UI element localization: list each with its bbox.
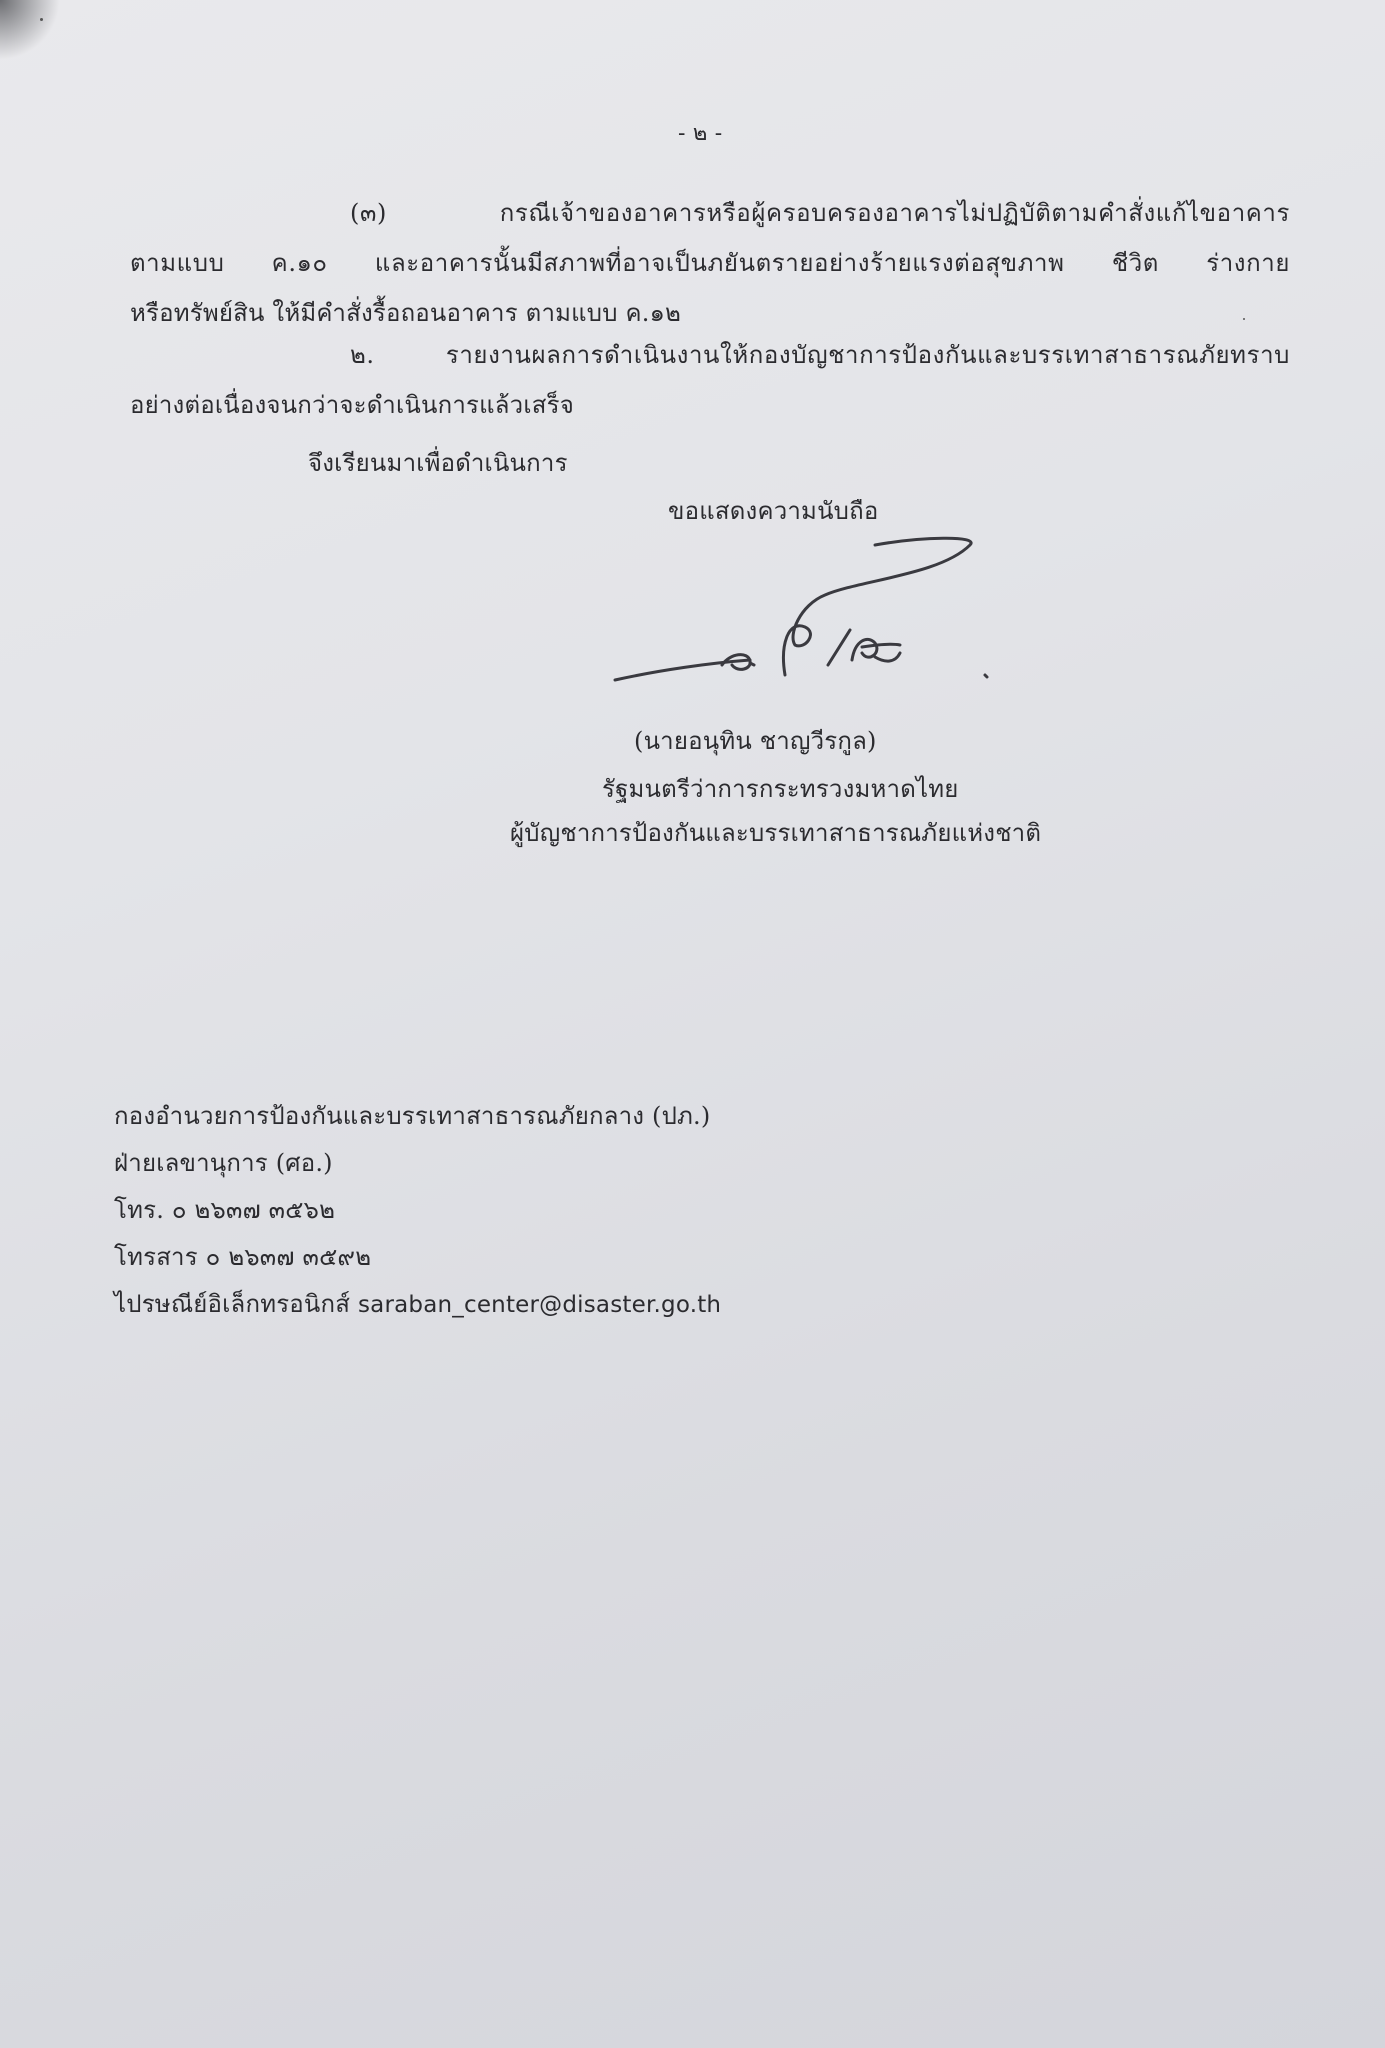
signatory-position-2: ผู้บัญชาการป้องกันและบรรเทาสาธารณภัยแห่งชาติ	[510, 819, 1042, 847]
page-corner-shadow	[0, 0, 60, 60]
paragraph-2-line-2: อย่างต่อเนื่องจนกว่าจะดำเนินการแล้วเสร็จ	[130, 391, 574, 419]
paper-speck	[40, 18, 43, 21]
paper-speck	[1243, 318, 1245, 320]
contact-fax: โทรสาร ๐ ๒๖๓๗ ๓๕๙๒	[114, 1243, 372, 1271]
contact-division: ฝ่ายเลขานุการ (ศอ.)	[114, 1149, 333, 1177]
contact-email-address: saraban_center@disaster.go.th	[357, 1292, 722, 1318]
paragraph-3-line-2: ตามแบบ ค.๑๐ และอาคารนั้นมีสภาพที่อาจเป็นภยันตรายอย่างร้ายแรงต่อสุขภาพ ชีวิต ร่างกาย	[130, 249, 1290, 277]
contact-department: กองอำนวยการป้องกันและบรรเทาสาธารณภัยกลาง (ปภ.)	[114, 1102, 711, 1130]
contact-email-label: ไปรษณีย์อิเล็กทรอนิกส์	[114, 1290, 351, 1318]
paragraph-3-line-3: หรือทรัพย์สิน ให้มีคำสั่งรื้อถอนอาคาร ตามแบบ ค.๑๒	[130, 299, 682, 327]
regards-text: ขอแสดงความนับถือ	[668, 497, 879, 525]
signatory-name: (นายอนุทิน ชาญวีรกูล)	[634, 727, 877, 755]
contact-email-line	[114, 1289, 721, 1320]
signatory-position-1: รัฐมนตรีว่าการกระทรวงมหาดไทย	[602, 775, 959, 803]
contact-phone: โทร. ๐ ๒๖๓๗ ๓๕๖๒	[114, 1196, 336, 1224]
page-number: - ๒ -	[678, 121, 723, 146]
paragraph-3-line-1: (๓) กรณีเจ้าของอาคารหรือผู้ครอบครองอาคารไม่ปฏิบัติตามคำสั่งแก้ไขอาคาร	[350, 199, 1290, 227]
closing-text: จึงเรียนมาเพื่อดำเนินการ	[308, 449, 568, 477]
paragraph-2-line-1: ๒. รายงานผลการดำเนินงานให้กองบัญชาการป้องกันและบรรเทาสาธารณภัยทราบ	[350, 341, 1290, 369]
handwritten-signature	[600, 535, 1000, 695]
